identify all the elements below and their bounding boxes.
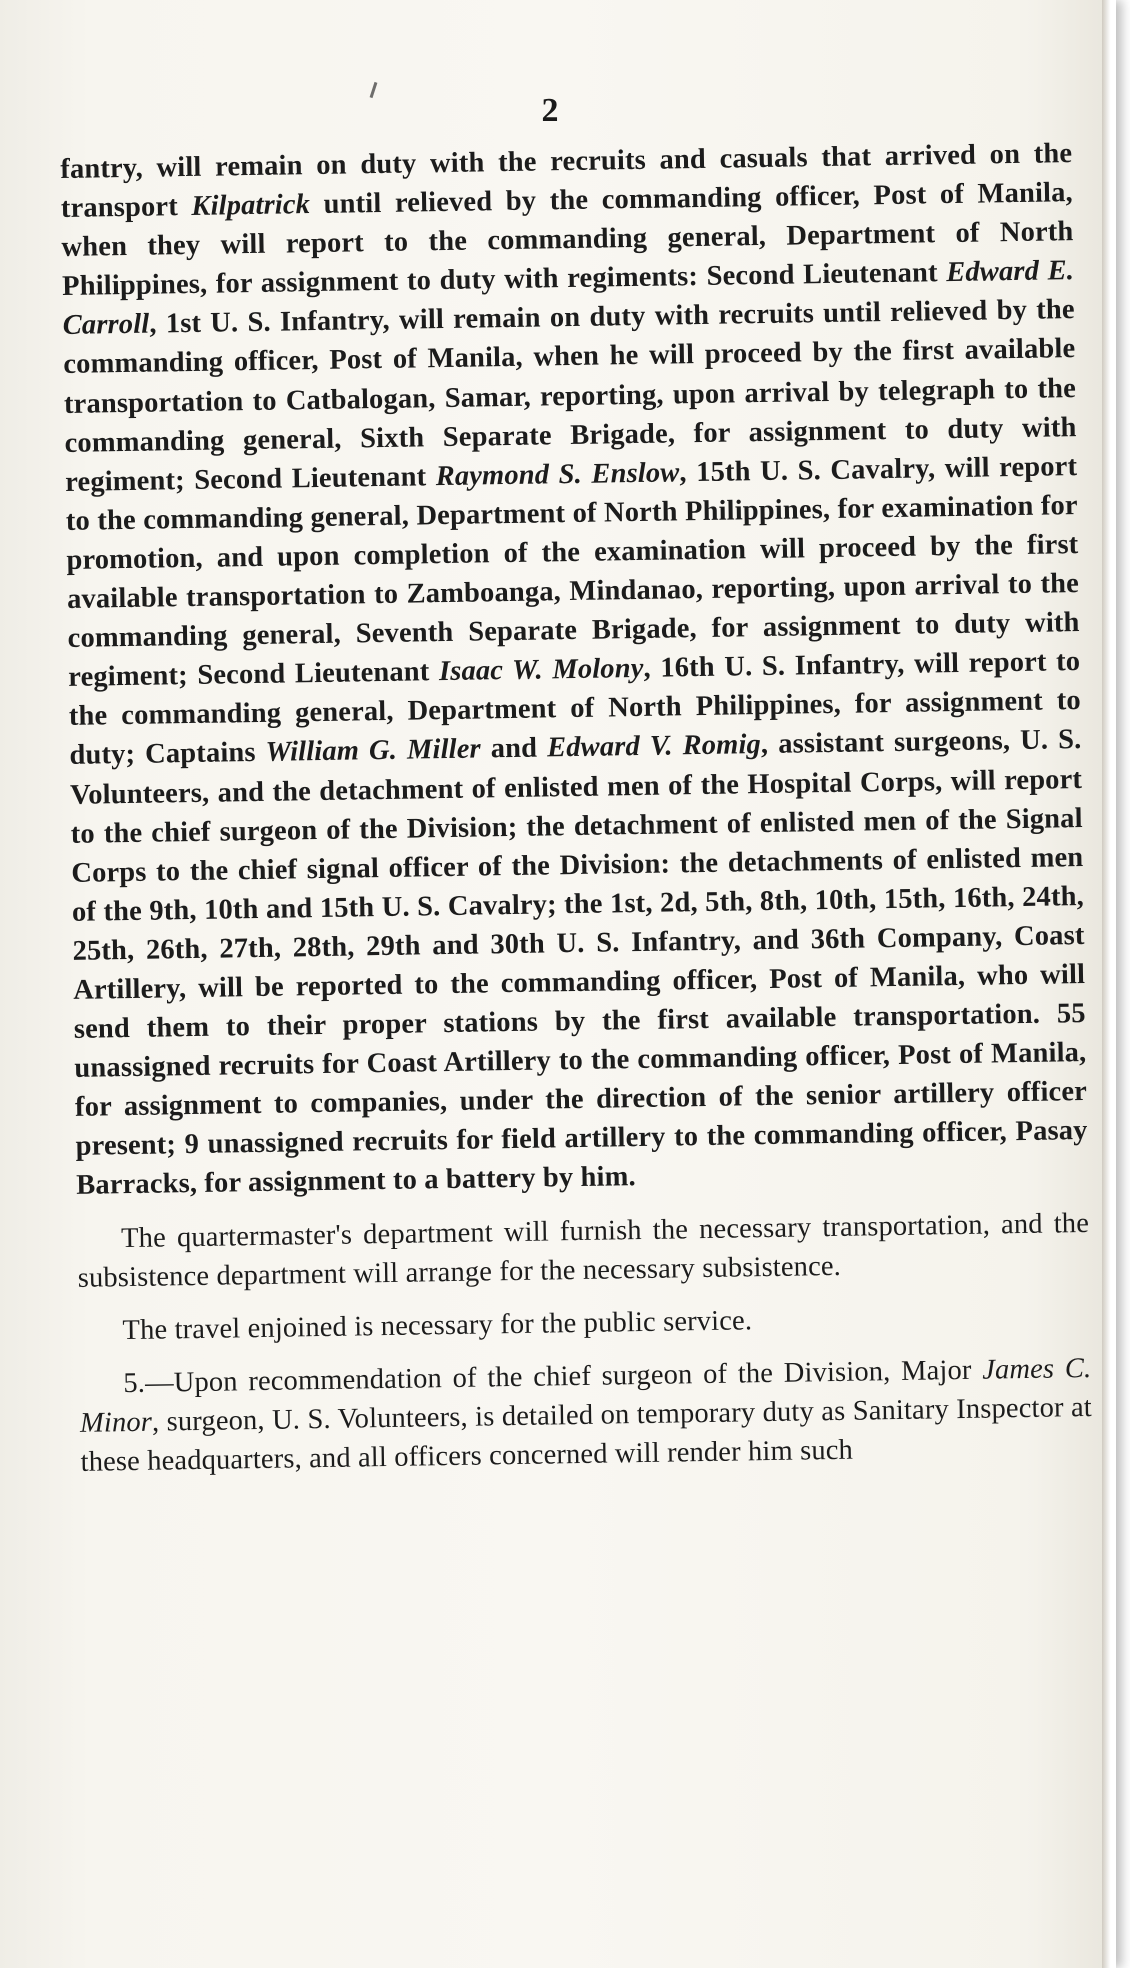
text-run: fantry, will remain on duty with the recruits and casuals that arrived on the transport xyxy=(60,138,1073,225)
page-edge xyxy=(1102,0,1116,1968)
text-run: , 16th U. S. Infantry, will report to the commanding general, Department of North Philippines, for assignment to duty; Captains xyxy=(68,646,1082,772)
text-run: , 15th U. S. Cavalry, will report to the commanding general, Department of North Philippines, for examination for promotion, and upon completion of the examination will proceed by the first available transportation to Zamboanga, Mindanao, reporting, upon arrival to the commanding general, Seventh Separate Brigade, for assignment to duty with regiment; Second Lieutenant xyxy=(65,450,1080,694)
officer-name: Edward E. Carroll xyxy=(62,255,1075,342)
text-run: until relieved by the commanding officer, Post of Manila, when they will report to the commanding general, Department of North Philippines, for assignment to duty with regiments: Second Lieutenant xyxy=(61,177,1074,303)
text-run: and xyxy=(480,732,548,765)
officer-name: Raymond S. Enslow xyxy=(435,457,680,492)
body-text xyxy=(60,134,1093,1482)
officer-name: Isaac W. Molony xyxy=(438,653,644,688)
ship-name: Kilpatrick xyxy=(191,189,311,223)
text-run: , surgeon, U. S. Volunteers, is detailed on temporary duty as Sanitary Inspector at these headquarters, and all officers concerned will render him such xyxy=(80,1391,1093,1478)
officer-name: James C. Minor xyxy=(79,1352,1092,1439)
text-run: , 1st U. S. Infantry, will remain on duty with recruits until relieved by the commanding officer, Post of Manila, when he will proceed by the first available transportation to Catbalogan, Samar, reporting, upon arrival by telegraph to the commanding general, Sixth Separate Brigade, for assignment to duty with regiment; Second Lieutenant xyxy=(63,294,1077,498)
officer-name: Edward V. Romig xyxy=(546,729,762,764)
page-number: 2 xyxy=(541,92,559,129)
paragraph-item-5 xyxy=(79,1349,1093,1482)
text-run: 5.—Upon recommendation of the chief surgeon of the Division, Major xyxy=(123,1354,983,1399)
officer-name: William G. Miller xyxy=(265,733,481,769)
paragraph-orders-continuation xyxy=(60,134,1088,1205)
paragraph-quartermaster: The quartermaster's department will furnish the necessary transportation, and the subsistence department will arrange for the necessary subsistence. xyxy=(77,1207,1090,1294)
paragraph-travel: The travel enjoined is necessary for the public service. xyxy=(122,1304,753,1346)
text-run: , assistant surgeons, U. S. Volunteers, and the detachment of enlisted men of the Hospital Corps, will report to the chief surgeon of the Division; the detachment of enlisted men of the Signal Corps to the chief signal officer of the Division: the detachments of enlisted men of the 9th, 10th and 15th U. S. Cavalry; the 1st, 2d, 5th, 8th, 10th, 15th, 16th, 24th, 25th, 26th, 27th, 28th, 29th and 30th U. S. Infantry, and 36th Company, Coast Artillery, will be reported to the commanding officer, Post of Manila, who will send them to their proper stations by the first available transportation. 55 unassigned recruits for Coast Artillery to the commanding officer, Post of Manila, for assignment to companies, under the direction of the senior artillery officer present; 9 unassigned recruits for field artillery to the commanding officer, Pasay Barracks, for assignment to a battery by him. xyxy=(69,724,1088,1202)
